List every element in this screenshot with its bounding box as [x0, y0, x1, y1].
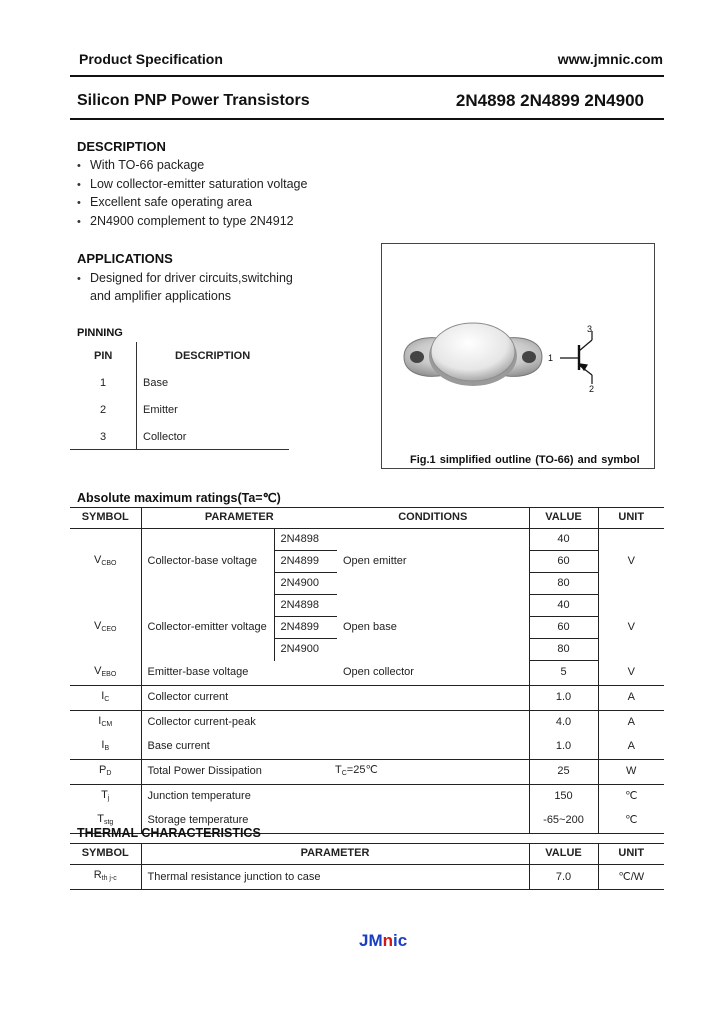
unit-vcbo: V [627, 555, 635, 568]
value-cell: 80 [529, 573, 598, 595]
param-vcbo: Collector-base voltage [147, 555, 257, 568]
col-value: VALUE [529, 843, 598, 865]
col-conditions: CONDITIONS [337, 507, 529, 529]
symbol-vcbo: $V_{CBO}$ [70, 529, 141, 595]
unit-cell: ℃ [625, 814, 638, 826]
pin-col-header: PIN [94, 350, 113, 362]
col-symbol: SYMBOL [70, 843, 141, 865]
cond-cell [337, 809, 529, 834]
symbol-ib: $I_B$ [70, 735, 141, 760]
col-symbol: SYMBOL [70, 507, 141, 529]
symbol-tstg: $T_{stg}$ [70, 809, 141, 834]
col-parameter: PARAMETER [204, 511, 274, 523]
param-cell: Storage temperature [147, 814, 249, 826]
to66-package-image [382, 244, 654, 468]
unit-cell: V [627, 666, 635, 678]
description-item [77, 195, 252, 209]
value-cell: 40 [529, 529, 598, 551]
value-cell: 1.0 [529, 735, 598, 760]
part-number: 2N4899 [274, 617, 337, 639]
pin-description: Emitter [143, 404, 178, 416]
description-text: Low collector-emitter saturation voltage [90, 177, 308, 191]
value-cell: 60 [529, 617, 598, 639]
col-unit: UNIT [618, 847, 645, 859]
transistor-symbol [560, 331, 592, 384]
param-cell: Junction temperature [147, 790, 251, 802]
param-cell: Collector current [147, 691, 229, 703]
applications-text: Designed for driver circuits,switching [90, 271, 293, 285]
part-number: 2N4899 [274, 551, 337, 573]
bullet-icon: • [77, 273, 81, 285]
header-left: Product Specification [79, 51, 223, 67]
value-cell: 5 [529, 661, 598, 686]
abs-max-heading [77, 490, 281, 505]
cond-cell: Open collector [337, 661, 529, 686]
header-url[interactable]: www.jmnic.com [557, 51, 663, 67]
applications-text-2: and amplifier applications [90, 289, 232, 303]
brand-logo-n: n [382, 931, 394, 950]
part-number: 2N4898 [274, 595, 337, 617]
value-cell: 40 [529, 595, 598, 617]
param-vceo: Collector-emitter voltage [147, 621, 267, 633]
brand-logo-ic: ic [393, 931, 408, 950]
applications-heading: APPLICATIONS [77, 251, 173, 266]
value-cell: 150 [529, 784, 598, 809]
unit-cell: A [627, 691, 635, 703]
abs-max-table [70, 507, 664, 834]
symbol-icm: $I_{CM}$ [70, 710, 141, 735]
brand-logo-j: J [359, 931, 369, 950]
pin-desc-col-header: DESCRIPTION [175, 350, 251, 362]
thermal-table [70, 843, 664, 890]
symbol-pd: $P_D$ [70, 759, 141, 784]
bullet-icon: • [77, 179, 81, 191]
value-cell: 60 [529, 551, 598, 573]
symbol-ic: $I_C$ [70, 685, 141, 710]
figure-caption: Fig.1 simplified outline (TO-66) and symbol [410, 454, 640, 466]
description-text: With TO-66 package [90, 158, 205, 172]
description-item [77, 214, 294, 228]
symbol-pin-1: 1 [548, 353, 554, 363]
unit-cell: A [627, 740, 635, 752]
symbol-tj: $T_j$ [70, 784, 141, 809]
part-number: 2N4900 [274, 639, 337, 661]
description-item [77, 158, 204, 172]
header-rule [70, 75, 664, 77]
symbol-rthjc: $R_{th j-c}$ [70, 865, 141, 890]
abs-max-heading-text: Absolute maximum ratings(Ta= [77, 491, 263, 505]
value-cell: 25 [529, 759, 598, 784]
description-item [77, 177, 307, 191]
param-cell: Total Power Dissipation [147, 765, 262, 777]
value-cell: 1.0 [529, 685, 598, 710]
symbol-pin-2: 2 [589, 384, 595, 394]
cond-cell: $T_C=25℃$ [337, 759, 529, 784]
description-text: Excellent safe operating area [90, 195, 252, 209]
part-number: 2N4898 [274, 529, 337, 551]
part-numbers: 2N4898 2N4899 2N4900 [455, 91, 644, 110]
brand-logo-m: M [368, 931, 383, 950]
cond-cell [337, 784, 529, 809]
title-rule [70, 118, 664, 120]
cond-cell [337, 710, 529, 735]
description-heading: DESCRIPTION [77, 139, 166, 154]
unit-cell: ℃/W [618, 870, 645, 883]
value-cell: 80 [529, 639, 598, 661]
param-cell: Base current [147, 740, 210, 752]
pin-description: Collector [143, 431, 187, 443]
symbol-vceo: $V_{CEO}$ [70, 595, 141, 661]
description-text: 2N4900 complement to type 2N4912 [90, 214, 294, 228]
part-number: 2N4900 [274, 573, 337, 595]
bullet-icon: • [77, 197, 81, 209]
col-parameter: PARAMETER [141, 843, 529, 865]
pin-description: Base [143, 377, 169, 389]
value-cell: -65~200 [529, 809, 598, 834]
pinning-heading: PINNING [77, 327, 123, 339]
figure-box [381, 243, 655, 469]
pin-number: 1 [100, 377, 107, 389]
col-unit: UNIT [618, 511, 645, 523]
cond-vcbo: Open emitter [337, 529, 529, 595]
pin-number: 3 [100, 431, 107, 443]
unit-cell: W [626, 765, 637, 777]
unit-vceo: V [627, 621, 635, 633]
pinning-table [70, 342, 289, 450]
abs-max-heading-unit: ℃) [262, 491, 281, 505]
col-value: VALUE [529, 507, 598, 529]
pin-number: 2 [100, 404, 107, 416]
pin-divider [136, 342, 137, 450]
cond-cell [337, 685, 529, 710]
thermal-heading: THERMAL CHARACTERISTICS [77, 826, 261, 840]
symbol-vebo: $V_{EBO}$ [70, 661, 141, 686]
param-cell: Collector current-peak [147, 716, 256, 728]
brand-logo [359, 931, 407, 951]
cond-vceo: Open base [337, 595, 529, 661]
param-cell: Emitter-base voltage [147, 666, 249, 678]
cond-cell [337, 735, 529, 760]
value-cell: 7.0 [529, 865, 598, 890]
applications-item [77, 271, 293, 285]
pin-bottom-rule [70, 449, 289, 450]
unit-cell: ℃ [625, 790, 638, 802]
symbol-pin-3: 3 [587, 324, 593, 334]
doc-title: Silicon PNP Power Transistors [77, 92, 310, 109]
bullet-icon: • [77, 160, 81, 172]
value-cell: 4.0 [529, 710, 598, 735]
bullet-icon: • [77, 216, 81, 228]
unit-cell: A [627, 716, 635, 728]
param-cell: Thermal resistance junction to case [141, 865, 529, 890]
